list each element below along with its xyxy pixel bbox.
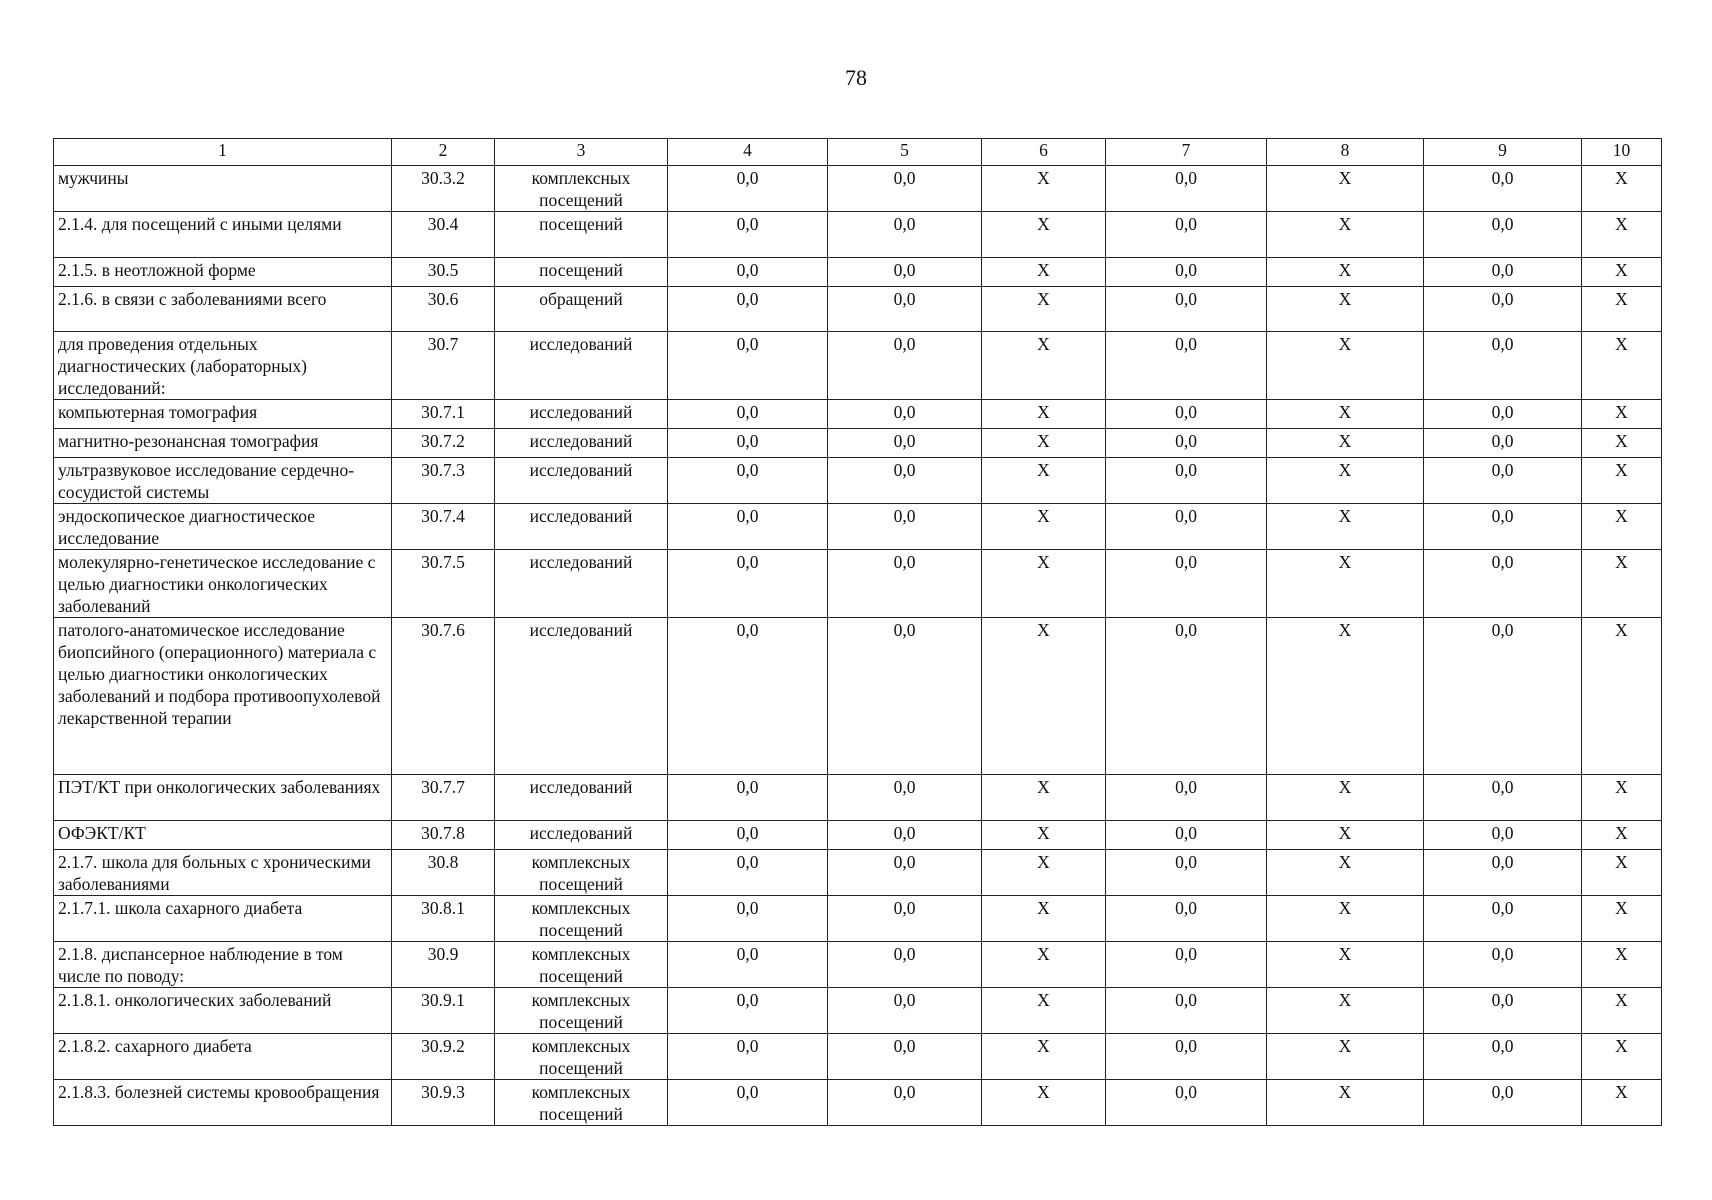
cell-col-8: X [1267,400,1424,429]
column-header-8: 8 [1267,139,1424,166]
column-header-6: 6 [982,139,1106,166]
cell-col-6: X [982,1080,1106,1126]
cell-row-code: 30.7.6 [392,618,495,775]
cell-col-7: 0,0 [1106,166,1267,212]
cell-col-8: X [1267,287,1424,332]
cell-col-8: X [1267,1034,1424,1080]
cell-col-5: 0,0 [828,896,982,942]
cell-indicator: компьютерная томография [54,400,392,429]
cell-col-10: X [1582,896,1662,942]
cell-col-9: 0,0 [1424,775,1582,821]
cell-row-code: 30.7.3 [392,458,495,504]
cell-col-10: X [1582,287,1662,332]
cell-col-9: 0,0 [1424,429,1582,458]
table-row [54,618,1662,775]
cell-col-4: 0,0 [668,258,828,287]
cell-col-5: 0,0 [828,1080,982,1126]
column-header-5: 5 [828,139,982,166]
cell-indicator: магнитно-резонансная томография [54,429,392,458]
cell-row-code: 30.9.3 [392,1080,495,1126]
cell-col-4: 0,0 [668,1034,828,1080]
cell-unit: комплексных посещений [495,942,668,988]
cell-col-4: 0,0 [668,166,828,212]
table-row [54,550,1662,618]
cell-unit: комплексных посещений [495,896,668,942]
cell-col-7: 0,0 [1106,332,1267,400]
table-row [54,1034,1662,1080]
cell-col-4: 0,0 [668,400,828,429]
cell-col-10: X [1582,429,1662,458]
cell-col-4: 0,0 [668,942,828,988]
cell-col-9: 0,0 [1424,1034,1582,1080]
column-header-1: 1 [54,139,392,166]
cell-col-10: X [1582,1080,1662,1126]
cell-col-8: X [1267,429,1424,458]
cell-col-6: X [982,896,1106,942]
cell-col-4: 0,0 [668,618,828,775]
cell-row-code: 30.9.1 [392,988,495,1034]
cell-indicator: мужчины [54,166,392,212]
table-row [54,1080,1662,1126]
cell-col-10: X [1582,550,1662,618]
cell-col-6: X [982,942,1106,988]
cell-col-4: 0,0 [668,429,828,458]
cell-unit: исследований [495,400,668,429]
cell-unit: посещений [495,258,668,287]
cell-col-7: 0,0 [1106,400,1267,429]
cell-row-code: 30.3.2 [392,166,495,212]
cell-col-4: 0,0 [668,212,828,258]
table-row [54,458,1662,504]
cell-indicator: 2.1.8.3. болезней системы кровообращения [54,1080,392,1126]
cell-unit: исследований [495,550,668,618]
cell-col-9: 0,0 [1424,400,1582,429]
cell-col-4: 0,0 [668,287,828,332]
cell-col-5: 0,0 [828,942,982,988]
cell-col-5: 0,0 [828,258,982,287]
cell-col-9: 0,0 [1424,504,1582,550]
table-row [54,258,1662,287]
cell-row-code: 30.8 [392,850,495,896]
cell-col-10: X [1582,504,1662,550]
cell-col-7: 0,0 [1106,775,1267,821]
cell-unit: исследований [495,504,668,550]
cell-col-6: X [982,1034,1106,1080]
cell-col-10: X [1582,332,1662,400]
table-row [54,942,1662,988]
cell-col-8: X [1267,988,1424,1034]
cell-col-7: 0,0 [1106,942,1267,988]
cell-col-9: 0,0 [1424,287,1582,332]
cell-col-4: 0,0 [668,504,828,550]
cell-col-7: 0,0 [1106,1034,1267,1080]
cell-col-8: X [1267,1080,1424,1126]
cell-unit: исследований [495,429,668,458]
cell-indicator: для проведения отдельных диагностических (лабораторных) исследований: [54,332,392,400]
cell-unit: комплексных посещений [495,166,668,212]
cell-indicator: ультразвуковое исследование сердечно-сосудистой системы [54,458,392,504]
cell-row-code: 30.5 [392,258,495,287]
cell-col-6: X [982,988,1106,1034]
cell-indicator: 2.1.7. школа для больных с хроническими заболеваниями [54,850,392,896]
cell-unit: исследований [495,458,668,504]
cell-col-5: 0,0 [828,332,982,400]
cell-unit: посещений [495,212,668,258]
cell-row-code: 30.7.8 [392,821,495,850]
cell-col-5: 0,0 [828,550,982,618]
cell-col-9: 0,0 [1424,212,1582,258]
cell-col-8: X [1267,618,1424,775]
cell-col-6: X [982,400,1106,429]
cell-unit: комплексных посещений [495,850,668,896]
cell-col-6: X [982,287,1106,332]
table-body [54,166,1662,1126]
cell-col-10: X [1582,618,1662,775]
table-row [54,850,1662,896]
cell-col-4: 0,0 [668,821,828,850]
cell-col-7: 0,0 [1106,821,1267,850]
cell-indicator: эндоскопическое диагностическое исследование [54,504,392,550]
cell-col-6: X [982,504,1106,550]
cell-col-6: X [982,166,1106,212]
cell-col-7: 0,0 [1106,287,1267,332]
cell-col-9: 0,0 [1424,821,1582,850]
cell-unit: исследований [495,775,668,821]
cell-col-5: 0,0 [828,850,982,896]
cell-col-4: 0,0 [668,850,828,896]
cell-col-4: 0,0 [668,775,828,821]
cell-row-code: 30.7 [392,332,495,400]
cell-col-7: 0,0 [1106,458,1267,504]
column-header-2: 2 [392,139,495,166]
cell-col-10: X [1582,258,1662,287]
cell-unit: исследований [495,821,668,850]
cell-col-7: 0,0 [1106,988,1267,1034]
cell-col-9: 0,0 [1424,1080,1582,1126]
cell-col-10: X [1582,821,1662,850]
cell-col-6: X [982,458,1106,504]
table-row [54,896,1662,942]
cell-col-10: X [1582,988,1662,1034]
cell-col-6: X [982,618,1106,775]
cell-row-code: 30.7.2 [392,429,495,458]
cell-indicator: 2.1.6. в связи с заболеваниями всего [54,287,392,332]
cell-col-8: X [1267,166,1424,212]
cell-col-10: X [1582,400,1662,429]
cell-col-10: X [1582,212,1662,258]
cell-col-5: 0,0 [828,1034,982,1080]
table-row [54,988,1662,1034]
cell-col-5: 0,0 [828,618,982,775]
cell-row-code: 30.7.1 [392,400,495,429]
cell-row-code: 30.9.2 [392,1034,495,1080]
cell-col-6: X [982,550,1106,618]
cell-unit: комплексных посещений [495,1034,668,1080]
cell-col-6: X [982,775,1106,821]
column-header-7: 7 [1106,139,1267,166]
cell-col-9: 0,0 [1424,550,1582,618]
page-number: 78 [845,65,867,90]
cell-col-10: X [1582,166,1662,212]
table-row [54,212,1662,258]
cell-row-code: 30.8.1 [392,896,495,942]
cell-col-9: 0,0 [1424,332,1582,400]
cell-row-code: 30.7.5 [392,550,495,618]
cell-col-7: 0,0 [1106,1080,1267,1126]
cell-col-5: 0,0 [828,821,982,850]
cell-col-8: X [1267,550,1424,618]
cell-row-code: 30.7.4 [392,504,495,550]
cell-col-5: 0,0 [828,166,982,212]
cell-unit: исследований [495,618,668,775]
cell-col-10: X [1582,942,1662,988]
cell-col-8: X [1267,212,1424,258]
cell-indicator: ОФЭКТ/КТ [54,821,392,850]
cell-col-5: 0,0 [828,400,982,429]
cell-unit: комплексных посещений [495,988,668,1034]
cell-col-4: 0,0 [668,988,828,1034]
table-row [54,332,1662,400]
cell-unit: комплексных посещений [495,1080,668,1126]
table-row [54,821,1662,850]
cell-indicator: 2.1.7.1. школа сахарного диабета [54,896,392,942]
cell-col-9: 0,0 [1424,166,1582,212]
table-row [54,504,1662,550]
cell-col-6: X [982,850,1106,896]
cell-col-9: 0,0 [1424,458,1582,504]
cell-row-code: 30.6 [392,287,495,332]
cell-col-4: 0,0 [668,896,828,942]
table-row [54,775,1662,821]
column-header-10: 10 [1582,139,1662,166]
cell-indicator: 2.1.8.1. онкологических заболеваний [54,988,392,1034]
column-header-9: 9 [1424,139,1582,166]
cell-col-4: 0,0 [668,332,828,400]
cell-col-8: X [1267,850,1424,896]
cell-col-5: 0,0 [828,429,982,458]
cell-col-4: 0,0 [668,550,828,618]
cell-col-9: 0,0 [1424,258,1582,287]
cell-col-9: 0,0 [1424,988,1582,1034]
cell-col-5: 0,0 [828,458,982,504]
column-header-4: 4 [668,139,828,166]
header-row [54,139,1662,166]
cell-col-5: 0,0 [828,988,982,1034]
cell-col-8: X [1267,942,1424,988]
cell-indicator: 2.1.8.2. сахарного диабета [54,1034,392,1080]
cell-indicator: ПЭТ/КТ при онкологических заболеваниях [54,775,392,821]
data-table [53,138,1662,1126]
cell-col-10: X [1582,458,1662,504]
cell-col-6: X [982,821,1106,850]
cell-row-code: 30.9 [392,942,495,988]
cell-col-5: 0,0 [828,504,982,550]
cell-col-7: 0,0 [1106,212,1267,258]
cell-col-8: X [1267,258,1424,287]
cell-col-7: 0,0 [1106,850,1267,896]
cell-col-9: 0,0 [1424,942,1582,988]
cell-col-7: 0,0 [1106,550,1267,618]
cell-col-5: 0,0 [828,775,982,821]
cell-indicator: 2.1.8. диспансерное наблюдение в том числе по поводу: [54,942,392,988]
table-row [54,400,1662,429]
cell-col-6: X [982,258,1106,287]
cell-col-6: X [982,429,1106,458]
cell-col-8: X [1267,332,1424,400]
cell-col-8: X [1267,896,1424,942]
cell-indicator: молекулярно-генетическое исследование с целью диагностики онкологических заболеваний [54,550,392,618]
cell-indicator: патолого-анатомическое исследование биопсийного (операционного) материала с целью диагностики онкологических заболеваний и подбора противоопухолевой лекарственной терапии [54,618,392,775]
cell-col-10: X [1582,850,1662,896]
cell-col-10: X [1582,1034,1662,1080]
table-row [54,166,1662,212]
table-row [54,429,1662,458]
cell-unit: исследований [495,332,668,400]
cell-col-10: X [1582,775,1662,821]
cell-row-code: 30.7.7 [392,775,495,821]
cell-col-9: 0,0 [1424,850,1582,896]
cell-col-5: 0,0 [828,287,982,332]
cell-col-7: 0,0 [1106,258,1267,287]
cell-col-7: 0,0 [1106,504,1267,550]
cell-col-7: 0,0 [1106,429,1267,458]
cell-col-9: 0,0 [1424,618,1582,775]
column-header-3: 3 [495,139,668,166]
cell-col-8: X [1267,504,1424,550]
cell-col-5: 0,0 [828,212,982,258]
cell-row-code: 30.4 [392,212,495,258]
cell-indicator: 2.1.5. в неотложной форме [54,258,392,287]
cell-col-4: 0,0 [668,458,828,504]
table-row [54,287,1662,332]
cell-col-8: X [1267,821,1424,850]
cell-col-8: X [1267,458,1424,504]
cell-unit: обращений [495,287,668,332]
cell-col-6: X [982,332,1106,400]
cell-col-6: X [982,212,1106,258]
cell-col-7: 0,0 [1106,618,1267,775]
cell-col-4: 0,0 [668,1080,828,1126]
cell-col-8: X [1267,775,1424,821]
cell-col-7: 0,0 [1106,896,1267,942]
cell-indicator: 2.1.4. для посещений с иными целями [54,212,392,258]
cell-col-9: 0,0 [1424,896,1582,942]
